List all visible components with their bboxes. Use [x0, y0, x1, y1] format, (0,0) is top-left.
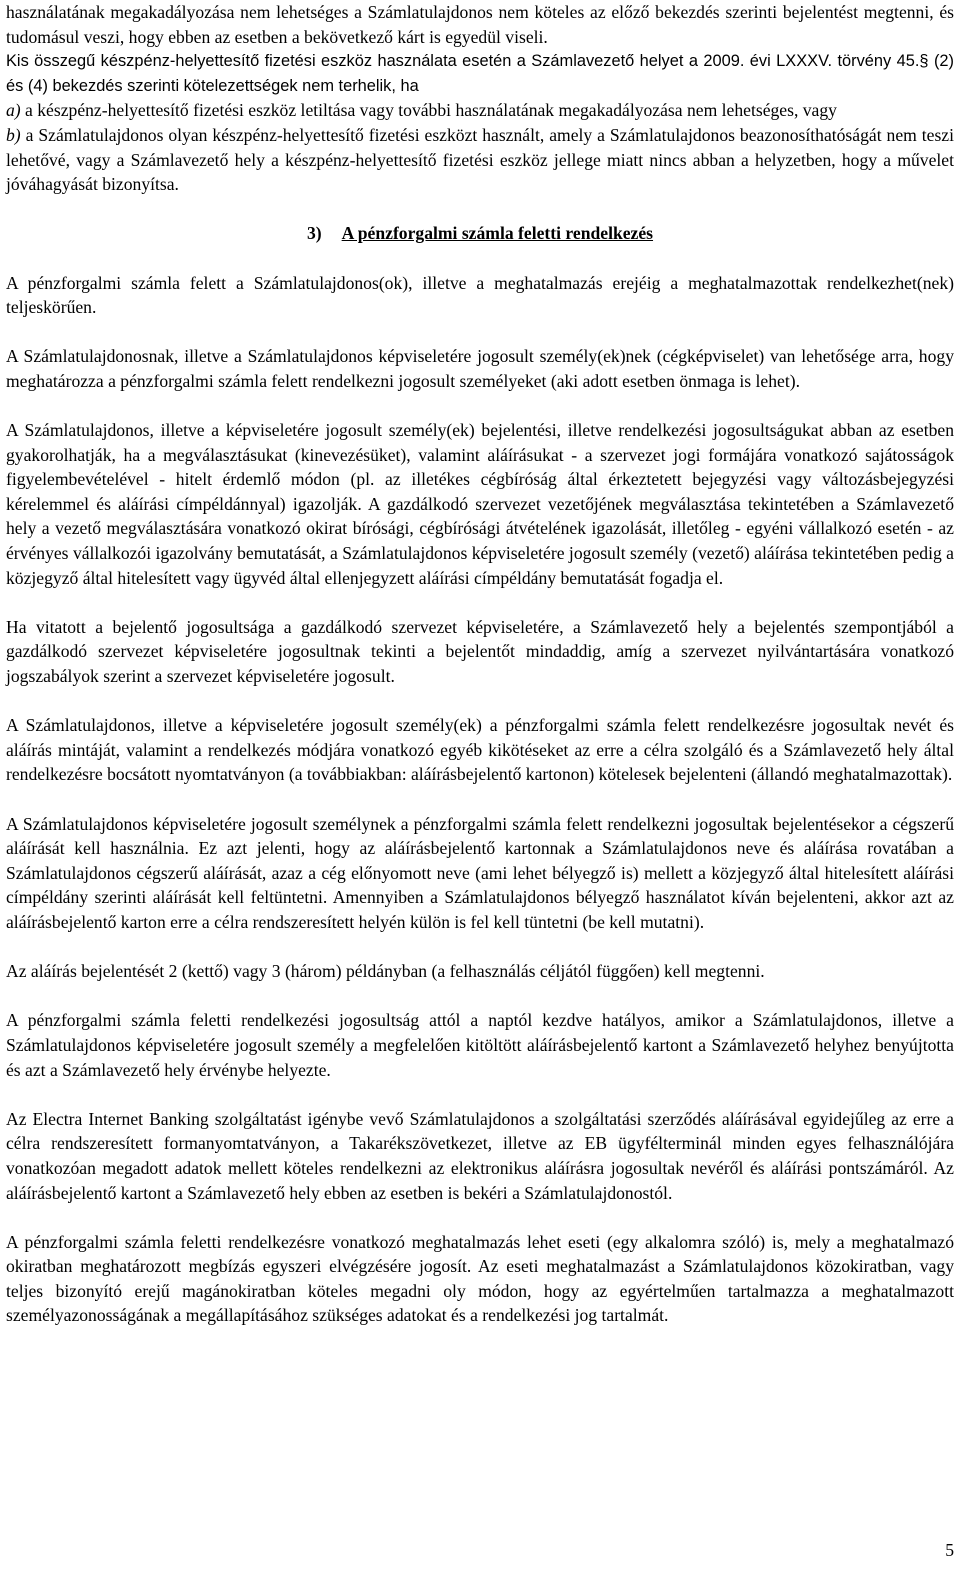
- intro-paragraph-small-amount: [6, 49, 954, 98]
- paragraph-4: Ha vitatott a bejelentő jogosultsága a gazdálkodó szervezet képviseletére, a Számlavezető hely a bejelentés szempontjából a gazdálkodó szervezet képviseletére jogosultnak tekinti a bejelentőt mindaddig, amíg a szervezet nyilvántartására vonatkozó jogszabályok szerint a szervezet képviseletére jogosult.: [6, 616, 954, 687]
- paragraph-5: A Számlatulajdonos, illetve a képviseletére jogosult személy(ek) a pénzforgalmi számla felett rendelkezésre jogosultak nevét és aláírás mintáját, valamint a rendelkezés módjára vonatkozó egyéb kikötéseket az erre a célra szolgáló és a Számlavezető hely által rendelkezésre bocsátott nyomtatványon (a továbbiakban: aláírásbejelentő kartonon) kötelesek bejelenteni (állandó meghatalmazottak).: [6, 715, 954, 785]
- section-title: A pénzforgalmi számla feletti rendelkezés: [341, 223, 654, 244]
- paragraph-8: A pénzforgalmi számla feletti rendelkezési jogosultság attól a naptól kezdve hatályos, amikor a Számlatulajdonos, illetve a Számlatulajdonos képviseletére jogosult személy a megfelelően kitöltött aláírásbejelentő kartont a Számlavezető helyhez benyújtotta és azt a Számlavezető hely érvénybe helyezte.: [6, 1010, 954, 1080]
- item-a-text: a készpénz-helyettesítő fizetési eszköz letiltása vagy további használatának megakadályozása nem lehetséges, vagy: [20, 100, 837, 121]
- document-page: [6, 0, 954, 1328]
- page-number: 5: [945, 1540, 954, 1560]
- paragraph-10: A pénzforgalmi számla feletti rendelkezésre vonatkozó meghatalmazás lehet eseti (egy alkalomra szóló) is, mely a meghatalmazó okiratban meghatározott megbízás egyszeri elvégzésére jogosít. Az eseti meghatalmazást a Számlatulajdonos közokiratban, vagy teljes bizonyító erejű magánokiratban köteles megadni oly módon, hogy az egyértelműen tartalmazza a meghatalmazott személyazonosságának a megállapításához szükséges adatokat és a rendelkezési jog tartalmát.: [6, 1231, 954, 1326]
- paragraph-9: Az Electra Internet Banking szolgáltatást igénybe vevő Számlatulajdonos a szolgáltatási szerződés aláírásával egyidejűleg az erre a célra rendszeresített formanyomtatványon, a Takarékszövetkezet, illetve az EB ügyfélterminál minden egyes felhasználójára vonatkozóan megadott adatok mellett köteles rendelkezni az elektronikus aláírásra jogosultak nevéről és aláírási pontszámáról. Az aláírásbejelentő kartont a Számlavezető hely ebben az esetben is bekéri a Számlatulajdonostól.: [6, 1108, 954, 1203]
- item-a-label: a): [6, 100, 21, 121]
- section-sign-icon: §: [919, 52, 929, 71]
- paragraph-1: A pénzforgalmi számla felett a Számlatulajdonos(ok), illetve a meghatalmazás erejéig a meghatalmazottak rendelkezhet(nek) teljeskörűen.: [6, 272, 954, 318]
- intro-text-end: (2) és (4) bekezdés szerinti kötelezettségek nem terhelik, ha: [6, 52, 954, 95]
- paragraph-2: A Számlatulajdonosnak, illetve a Számlatulajdonos képviseletére jogosult személy(ek)nek (cégképviselet) van lehetősége arra, hogy meghatározza a pénzforgalmi számla felett rendelkezni jogosult személyeket (aki adott esetben önmaga is lehet).: [6, 346, 954, 391]
- item-b-text: a Számlatulajdonos olyan készpénz-helyettesítő fizetési eszközt használt, amely a Számlatulajdonos beazonosíthatóságát nem teszi lehetővé, vagy a Számlavezető hely a készpénz-helyettesítő fizetési eszköz jellege miatt nincs abban a helyzetben, hogy a művelet jóváhagyását bizonyítsa.: [6, 124, 954, 195]
- item-b-label: b): [6, 124, 21, 145]
- intro-text-start: Kis összegű készpénz-helyettesítő fizetési eszköz használata esetén a Számlavezető helyet a 2009. évi LXXXV. törvény 45.: [6, 52, 920, 71]
- section-heading: [6, 221, 954, 246]
- paragraph-3: A Számlatulajdonos, illetve a képviseletére jogosult személy(ek) bejelentési, illetve rendelkezési jogosultságukat abban az esetben gyakorolhatják, ha a megválasztásukat (kinevezésüket), valamint aláírásukat - a szervezet jogi formájára vonatkozó sajátosságok figyelembevételével - hitelt érdemlő módon (pl. az illetékes cégbíróság által érkeztetett bejegyzési vagy változásbejegyzési kérelemmel és aláírási címpéldánnyal) igazolják. A gazdálkodó szervezet vezetőjének megválasztása tekintetében a Számlavezető hely a vezető megválasztására vonatkozó okirat bírósági, cégbírósági átvételének igazolását, illetőleg - egyéni vállalkozó esetén - az érvényes vállalkozói igazolvány bemutatását, a Számlatulajdonos képviseletére jogosult személy (vezető) aláírása tekintetében pedig a közjegyző által hitelesített vagy ügyvéd által ellenjegyzett aláírási címpéldány bemutatását fogadja el.: [6, 420, 954, 588]
- intro-paragraph-continued: használatának megakadályozása nem lehetséges a Számlatulajdonos nem köteles az előző bekezdés szerinti bejelentést megtenni, és tudomásul veszi, hogy ebben az esetben a bekövetkező kárt is egyedül viseli.: [6, 2, 954, 47]
- paragraph-6: A Számlatulajdonos képviseletére jogosult személynek a pénzforgalmi számla felett rendelkezni jogosultak bejelentésekor a cégszerű aláírását kell használnia. Ez azt jelenti, hogy az aláírásbejelentő kartonnak a Számlatulajdonos neve és aláírása rovatában a Számlatulajdonos cégszerű aláírását, azaz a cég előnyomott neve (ami lehet bélyegző is) mellett a közjegyző által hitelesített aláírási címpéldány szerinti aláírását kell feltüntetni. Amennyiben a Számlatulajdonos bélyegző használatot kíván bejelenteni, akkor azt az aláírásbejelentő karton erre a célra rendszeresített helyén külön is fel kell tüntetni (be kell mutatni).: [6, 813, 954, 932]
- intro-item-a: [6, 98, 954, 123]
- paragraph-7: Az aláírás bejelentését 2 (kettő) vagy 3 (három) példányban (a felhasználás céljától függően) kell megtenni.: [6, 961, 765, 982]
- intro-item-b: [6, 123, 954, 197]
- section-number: 3): [306, 223, 322, 244]
